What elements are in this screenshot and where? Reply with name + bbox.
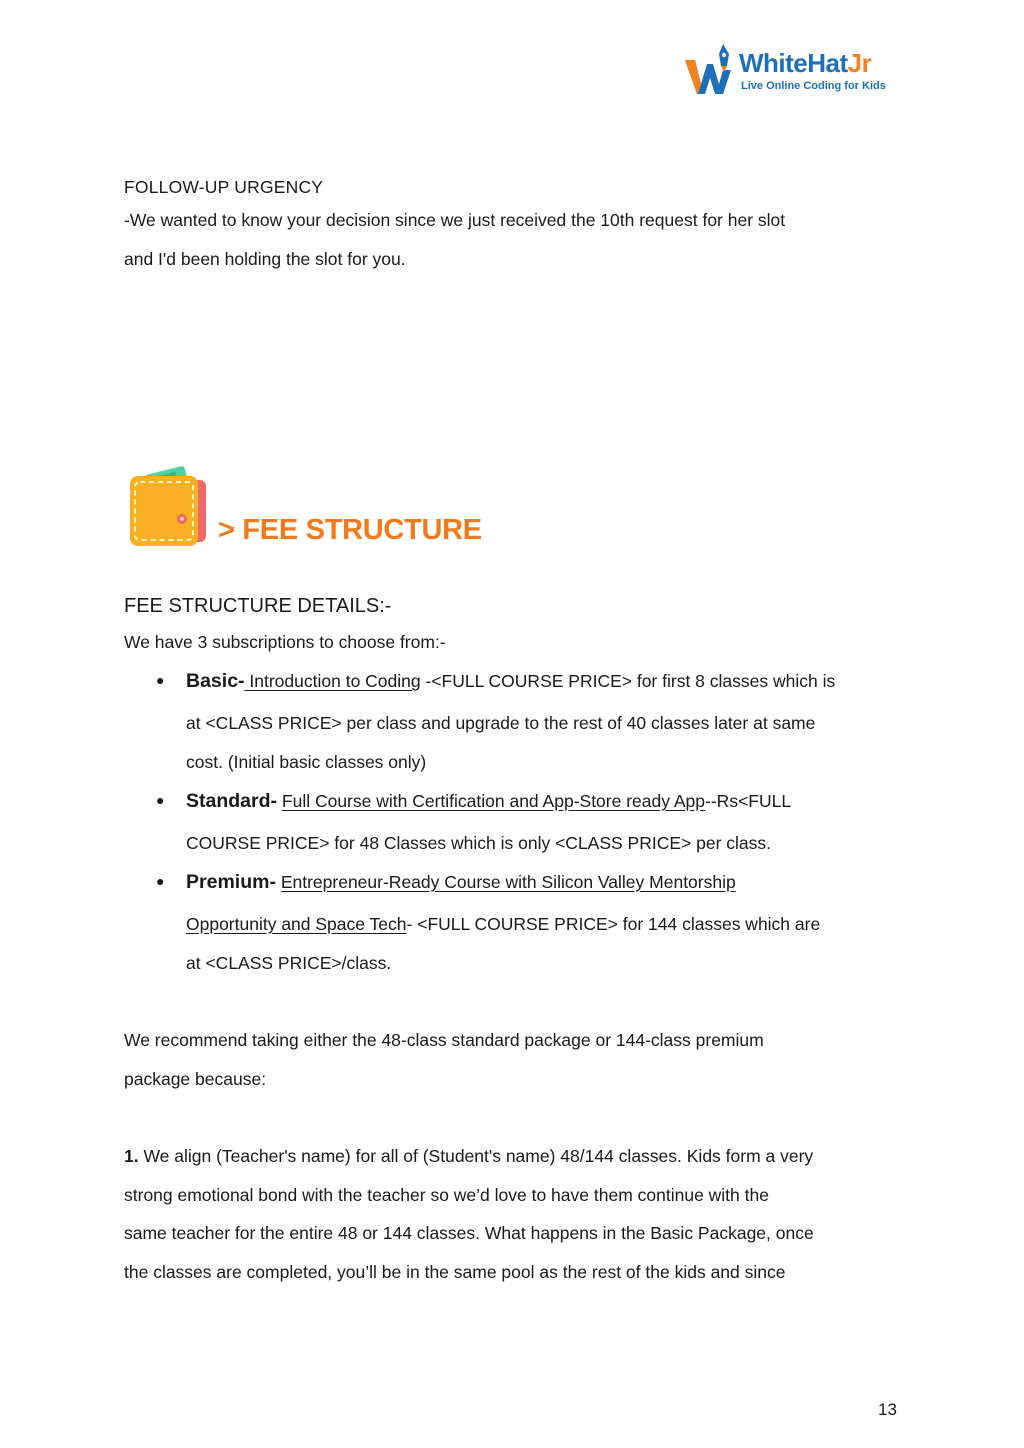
reason-1-line-4: the classes are completed, you’ll be in the same pool as the rest of the kids and since: [124, 1262, 786, 1282]
standard-line-1-rest: --Rs<FULL: [705, 791, 792, 811]
premium-link-2[interactable]: Opportunity and Space Tech: [186, 914, 407, 934]
wallet-icon: [126, 460, 210, 548]
reason-1-line-2: strong emotional bond with the teacher so we’d love to have them continue with the: [124, 1185, 769, 1205]
recommend-line-1: We recommend taking either the 48-class standard package or 144-class premium: [124, 1030, 764, 1050]
reason-1-number: 1.: [124, 1146, 139, 1166]
premium-name: Premium-: [186, 871, 276, 893]
whitehat-jr-logo: [683, 40, 903, 96]
basic-line-2: at <CLASS PRICE> per class and upgrade to the rest of 40 classes later at same: [186, 713, 816, 733]
page-number: 13: [878, 1400, 897, 1419]
logo-name-a: WhiteHat: [739, 48, 848, 78]
premium-line-2-rest: - <FULL COURSE PRICE> for 144 classes which are: [406, 914, 821, 934]
standard-link[interactable]: Full Course with Certification and App-Store ready App: [281, 791, 706, 811]
followup-line-2: and I'd been holding the slot for you.: [124, 249, 406, 269]
logo-tagline: Live Online Coding for Kids: [741, 80, 886, 92]
reason-1-line-3: same teacher for the entire 48 or 144 classes. What happens in the Basic Package, once: [124, 1223, 814, 1243]
bullet-basic: ●: [156, 672, 165, 688]
basic-name: Basic-: [186, 670, 245, 692]
basic-line-1: [186, 670, 835, 693]
fee-details-title: FEE STRUCTURE DETAILS:-: [124, 595, 392, 617]
basic-line-3: cost. (Initial basic classes only): [186, 752, 427, 772]
followup-line-1: -We wanted to know your decision since we just received the 10th request for her slot: [124, 210, 786, 230]
bullet-standard: ●: [156, 792, 165, 808]
standard-line-2: COURSE PRICE> for 48 Classes which is only <CLASS PRICE> per class.: [186, 833, 772, 853]
basic-line-1-rest: -<FULL COURSE PRICE> for first 8 classes which is: [420, 671, 836, 691]
standard-line-1: [186, 790, 791, 813]
premium-line-3: at <CLASS PRICE>/class.: [186, 953, 392, 973]
fee-intro: We have 3 subscriptions to choose from:-: [124, 632, 446, 652]
bullet-premium: ●: [156, 873, 165, 889]
whitehat-logo-mark-icon: [683, 40, 737, 96]
basic-link[interactable]: Introduction to Coding: [244, 671, 421, 691]
reason-1-line-1: [124, 1146, 904, 1166]
premium-link-1[interactable]: Entrepreneur-Ready Course with Silicon Valley Mentorship: [280, 872, 736, 892]
standard-name: Standard-: [186, 790, 278, 812]
logo-name-b: Jr: [847, 48, 872, 78]
reason-1-line-1-text: We align (Teacher's name) for all of (Student's name) 48/144 classes. Kids form a very: [138, 1146, 814, 1166]
logo-wordmark: [739, 48, 871, 79]
premium-line-2: [186, 914, 820, 935]
followup-title: FOLLOW-UP URGENCY: [124, 177, 324, 197]
fee-structure-heading: > FEE STRUCTURE: [218, 514, 482, 546]
premium-line-1: [186, 871, 736, 894]
recommend-line-2: package because:: [124, 1069, 267, 1089]
